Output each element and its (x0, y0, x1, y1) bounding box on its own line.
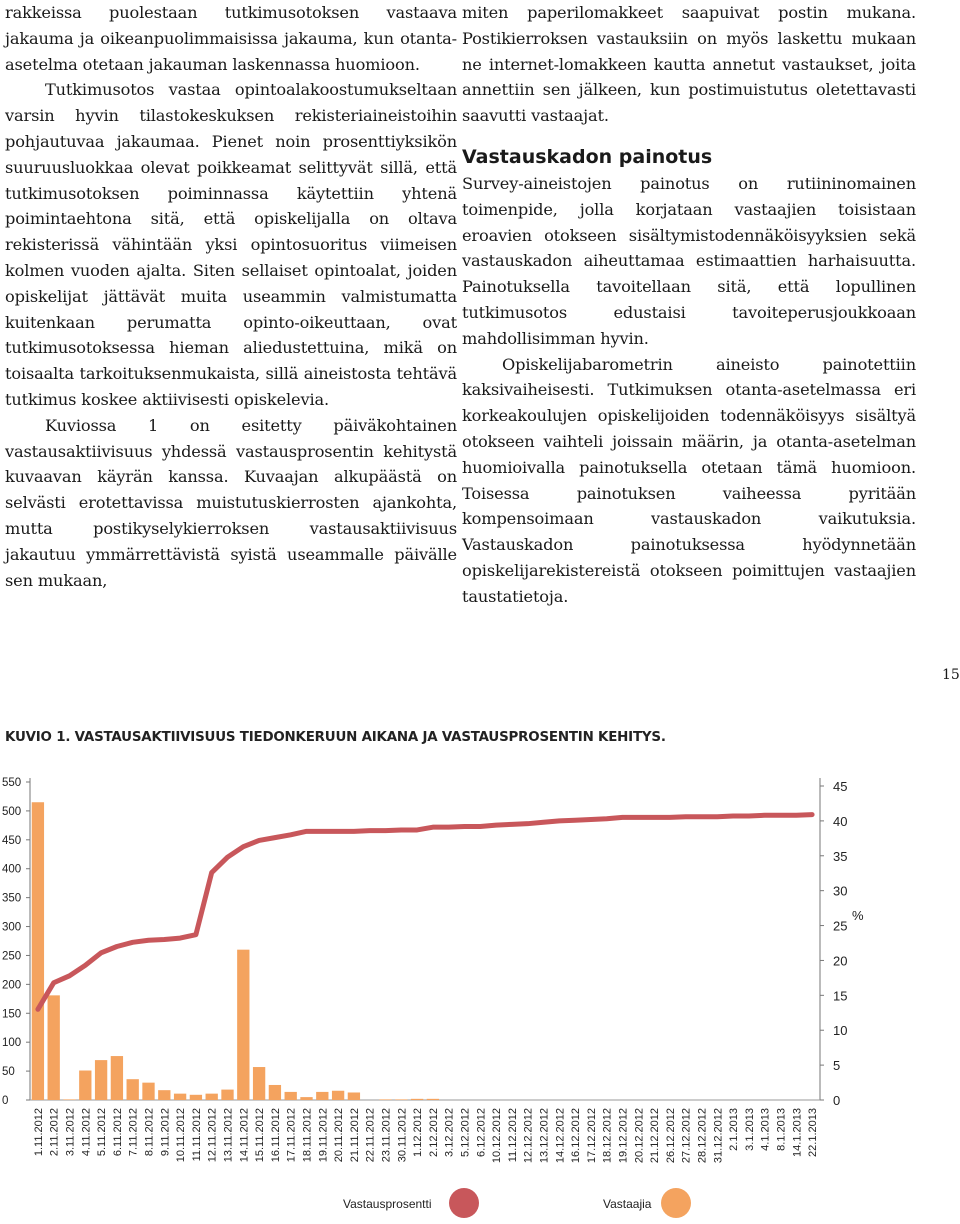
x-tick-label: 3.1.2013 (743, 1108, 756, 1151)
figure-caption: KUVIO 1. VASTAUSAKTIIVISUUS TIEDONKERUUN AIKANA JA VASTAUSPROSENTIN KEHITYS. (5, 730, 666, 745)
x-tick-label: 7.11.2012 (127, 1108, 140, 1157)
right-axis-unit-label: % (852, 908, 864, 923)
legend-swatch-vastausprosentti (449, 1188, 479, 1218)
left-tick-label: 400 (2, 863, 22, 876)
bar (379, 1099, 391, 1100)
bar (48, 995, 60, 1100)
bar (142, 1083, 154, 1100)
left-text-column (5, 0, 457, 593)
bar (348, 1092, 360, 1100)
bar (158, 1090, 170, 1100)
bar (32, 802, 44, 1100)
left-tick-label: 350 (2, 892, 22, 905)
x-tick-label: 27.12.2012 (680, 1108, 693, 1164)
bar (285, 1092, 297, 1100)
paragraph: Tutkimusotos vastaa opintoalakoostumukseltaan varsin hyvin tilastokeskuksen rekisteriaineistoihin pohjautuvaa jakaumaa. Pienet noin prosenttiyksikön suuruusluokkaa olevat poikkeamat selittyvät sillä, että tutkimusotoksen poiminnassa käytettiin yhtenä poimintaehtona sitä, että opiskelijalla on oltava rekisterissä vähintään yksi opintosuoritus viimeisen kolmen vuoden ajalta. Siten sellaiset opintoalat, joiden opiskelijat jättävät muita useammin valmistumatta kuitenkaan perumatta opinto-oikeuttaan, ovat tutkimusotoksessa hieman aliedustettuina, mikä on toisaalta tarkoituksenmukaista, sillä aineistosta tehtävä tutkimus koskee aktiivisesti opiskelevia. (5, 80, 457, 409)
bar (174, 1094, 186, 1100)
x-tick-label: 20.12.2012 (633, 1108, 646, 1164)
left-tick-label: 450 (2, 834, 22, 847)
bar (237, 950, 249, 1100)
x-tick-label: 14.12.2012 (554, 1108, 567, 1164)
left-tick-label: 250 (2, 950, 22, 963)
left-tick-label: 0 (2, 1095, 9, 1107)
right-tick-label: 40 (833, 813, 848, 829)
bar (269, 1085, 281, 1100)
x-tick-label: 18.12.2012 (601, 1108, 614, 1164)
bar (79, 1071, 91, 1100)
x-tick-label: 14.11.2012 (238, 1108, 251, 1163)
x-tick-label: 28.12.2012 (696, 1108, 709, 1164)
x-tick-label: 14.1.2013 (791, 1108, 804, 1157)
x-tick-label: 23.11.2012 (380, 1108, 393, 1163)
bar (395, 1099, 407, 1100)
legend-label-vastausprosentti: Vastausprosentti (343, 1197, 432, 1211)
x-tick-label: 13.12.2012 (538, 1108, 551, 1164)
left-tick-label: 550 (2, 777, 22, 789)
x-tick-label: 3.11.2012 (64, 1108, 77, 1157)
left-tick-label: 200 (2, 979, 22, 992)
bar (221, 1090, 233, 1100)
bar (253, 1067, 265, 1100)
bar (63, 1099, 75, 1100)
x-tick-label: 10.11.2012 (175, 1108, 188, 1163)
line-series-vastausprosentti (38, 815, 812, 1010)
right-tick-label: 45 (833, 779, 848, 794)
right-tick-label: 0 (833, 1093, 841, 1108)
left-axis-ticks (2, 777, 30, 1107)
right-axis-ticks (820, 779, 847, 1108)
x-tick-label: 4.1.2013 (759, 1108, 772, 1151)
x-tick-label: 8.1.2013 (775, 1108, 788, 1151)
bar (111, 1056, 123, 1100)
paragraph: miten paperilomakkeet saapuivat postin mukana. Postikierroksen vastauksiin on myös laskettu mukaan ne internet-lomakkeen kautta annetut vastaukset, joita annettiin sen jälkeen, kun postimuistutus oletettavasti saavutti vastaajat. (462, 3, 916, 126)
x-tick-label: 11.11.2012 (190, 1108, 203, 1162)
x-tick-label: 3.12.2012 (443, 1108, 456, 1157)
left-tick-label: 500 (2, 805, 22, 818)
x-axis-labels (33, 1108, 819, 1163)
x-tick-label: 1.12.2012 (412, 1108, 425, 1157)
right-tick-label: 10 (833, 1023, 848, 1039)
x-tick-label: 22.1.2013 (807, 1108, 820, 1157)
x-tick-label: 1.11.2012 (32, 1108, 45, 1157)
legend-swatch-vastaajia (661, 1188, 691, 1218)
x-tick-label: 12.12.2012 (522, 1108, 535, 1164)
right-tick-label: 5 (833, 1058, 841, 1074)
right-text-column (462, 0, 916, 610)
x-tick-label: 6.12.2012 (475, 1108, 488, 1157)
x-tick-label: 21.11.2012 (348, 1108, 361, 1163)
x-tick-label: 4.11.2012 (80, 1108, 93, 1157)
paragraph: Opiskelijabarometrin aineisto painotettiin kaksivaiheisesti. Tutkimuksen otanta-asetelmassa eri korkeakoulujen opiskelijoiden todennäköisyys sisältyä otokseen vaihteli joissain määrin, ja otanta-asetelman huomioivalla painotuksella otetaan tämä huomioon. Toisessa painotuksen vaiheessa pyritään kompensoimaan vastauskadon vaikutuksia. Vastauskadon painotuksessa hyödynnetään opiskelijarekistereistä otokseen poimittujen vastaajien taustatietoja. (462, 354, 916, 606)
right-tick-label: 25 (833, 918, 848, 934)
x-tick-label: 30.11.2012 (396, 1108, 409, 1163)
section-heading: Vastauskadon painotus (462, 145, 713, 168)
x-tick-label: 31.12.2012 (712, 1108, 725, 1164)
x-tick-label: 21.12.2012 (649, 1108, 662, 1164)
left-tick-label: 300 (2, 921, 22, 934)
x-tick-label: 19.12.2012 (617, 1108, 630, 1164)
right-tick-label: 20 (833, 953, 848, 969)
legend-label-vastaajia: Vastaajia (603, 1197, 652, 1211)
x-tick-label: 10.12.2012 (491, 1108, 504, 1164)
x-tick-label: 22.11.2012 (364, 1108, 377, 1163)
paragraph: rakkeissa puolestaan tutkimusotoksen vastaava jakauma ja oikeanpuolimmaisissa jakauma, kun otanta-asetelma otetaan jakauman laskennassa huomioon. (5, 3, 457, 74)
x-tick-label: 11.12.2012 (506, 1108, 519, 1163)
x-tick-label: 9.11.2012 (159, 1108, 172, 1157)
x-tick-label: 18.11.2012 (301, 1108, 314, 1163)
paragraph: Kuviossa 1 on esitetty päiväkohtainen vastausaktiivisuus yhdessä vastausprosentin kehitystä kuvaavan käyrän kanssa. Kuvaajan alkupäästä on selvästi erotettavissa muistutuskierrosten ajankohta, mutta postikyselykierroksen vastausaktiivisuus jakautuu ymmärrettävistä syistä useammalle päivälle sen mukaan, (5, 415, 457, 590)
x-tick-label: 16.11.2012 (269, 1108, 282, 1163)
bar (206, 1094, 218, 1100)
bar (95, 1060, 107, 1100)
x-tick-label: 20.11.2012 (333, 1108, 346, 1163)
bar (332, 1091, 344, 1100)
x-tick-label: 17.11.2012 (285, 1108, 298, 1163)
bar (427, 1099, 439, 1100)
x-tick-label: 19.11.2012 (317, 1108, 330, 1163)
response-chart (0, 760, 960, 1224)
x-tick-label: 5.12.2012 (459, 1108, 472, 1157)
x-tick-label: 2.1.2013 (728, 1108, 741, 1151)
x-tick-label: 15.11.2012 (254, 1108, 267, 1163)
left-tick-label: 50 (2, 1066, 15, 1079)
right-tick-label: 15 (833, 988, 848, 1004)
right-tick-label: 35 (833, 848, 848, 864)
bar (411, 1099, 423, 1100)
left-tick-label: 150 (2, 1008, 22, 1021)
x-tick-label: 2.11.2012 (48, 1108, 61, 1157)
x-tick-label: 6.11.2012 (111, 1108, 124, 1157)
chart-legend (343, 1188, 691, 1218)
x-tick-label: 26.12.2012 (664, 1108, 677, 1164)
x-tick-label: 12.11.2012 (206, 1108, 219, 1163)
left-tick-label: 100 (2, 1037, 22, 1050)
bar (127, 1079, 139, 1100)
x-tick-label: 17.12.2012 (585, 1108, 598, 1164)
x-tick-label: 5.11.2012 (96, 1108, 109, 1157)
bar-series-vastaajia (32, 802, 439, 1100)
response-rate-line (38, 815, 812, 1010)
x-tick-label: 8.11.2012 (143, 1108, 156, 1157)
x-tick-label: 16.12.2012 (570, 1108, 583, 1164)
x-tick-label: 2.12.2012 (427, 1108, 440, 1157)
paragraph: Survey-aineistojen painotus on rutiininomainen toimenpide, jolla korjataan vastaajien toisistaan eroavien otokseen sisältymistodennäköisyyksien sekä vastauskadon aiheuttamaa estimaattien harhaisuutta. Painotuksella tavoitellaan sitä, että lopullinen tutkimusotos edustaisi tavoiteperusjoukkoaan mahdollisimman hyvin. (462, 173, 916, 348)
right-tick-label: 30 (833, 883, 848, 899)
bar (190, 1095, 202, 1100)
bar (300, 1097, 312, 1100)
bar (316, 1092, 328, 1100)
x-tick-label: 13.11.2012 (222, 1108, 235, 1163)
page-number: 15 (942, 667, 960, 683)
